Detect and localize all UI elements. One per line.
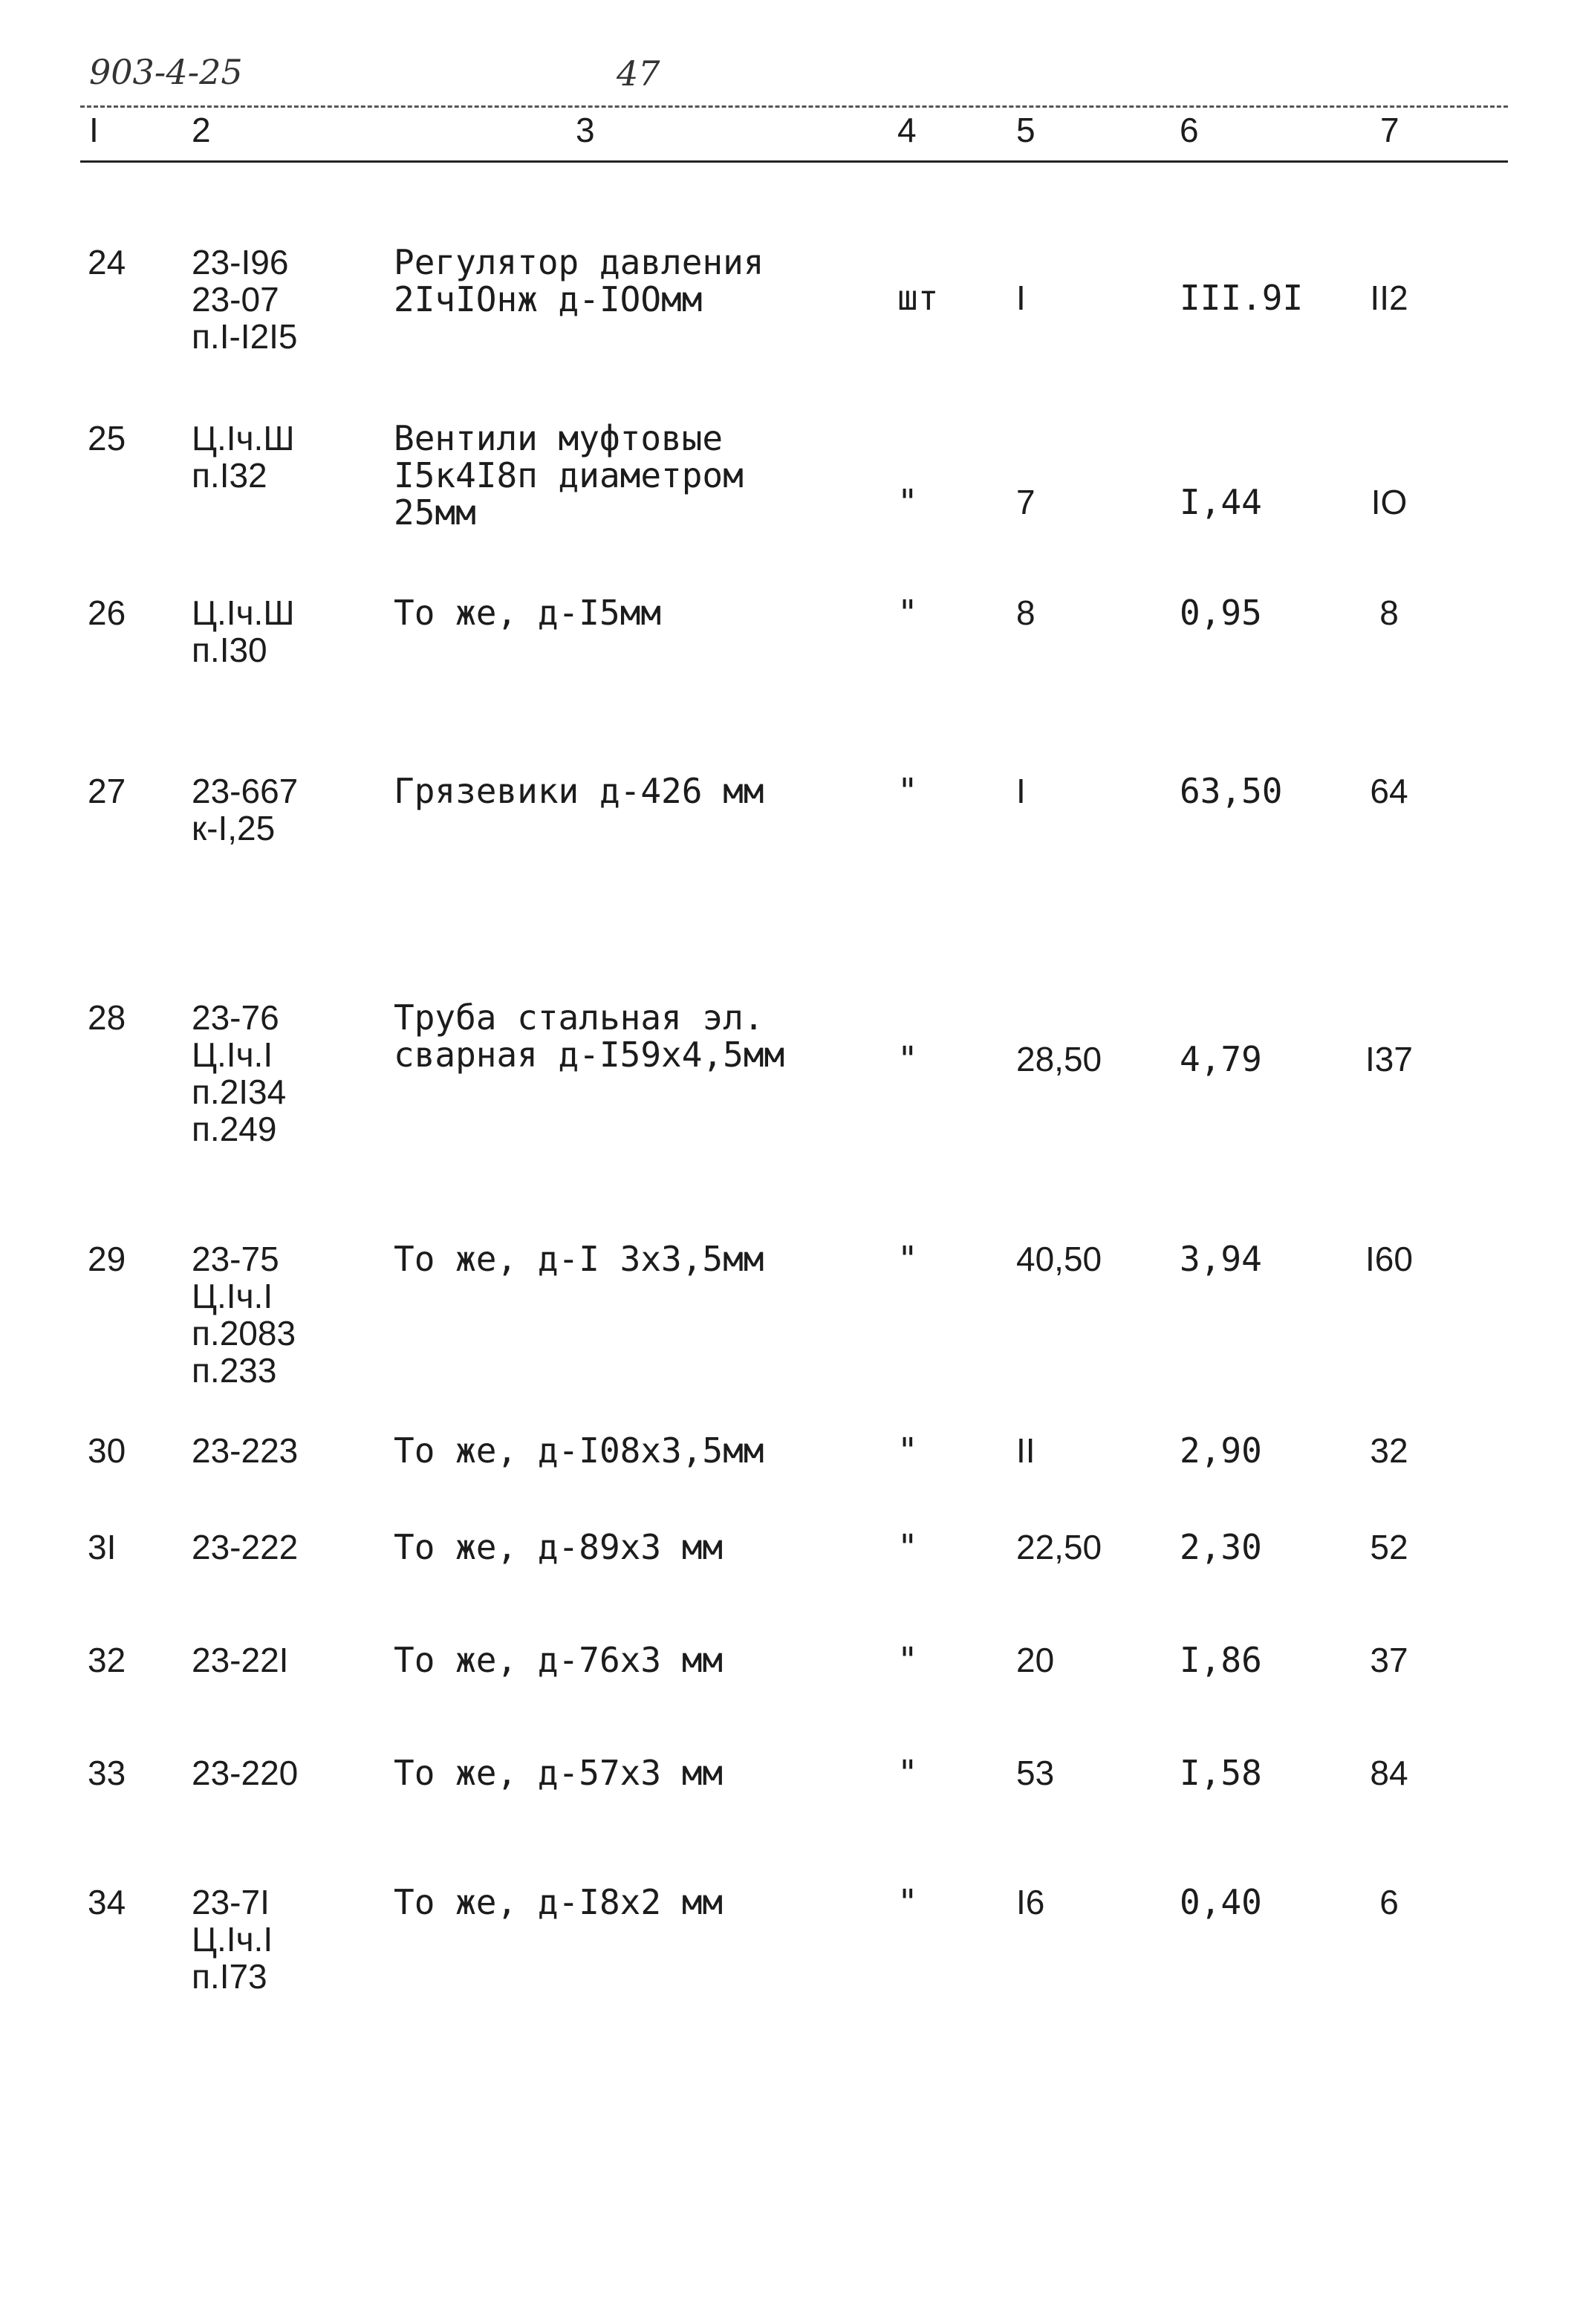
header-col-6: 6 xyxy=(1180,111,1199,149)
price-code: 23-22I xyxy=(192,1641,289,1679)
top-rule xyxy=(80,105,1508,108)
header-col-4: 4 xyxy=(897,111,917,149)
total: 84 xyxy=(1370,1754,1408,1792)
row-number: 34 xyxy=(88,1883,126,1921)
header-col-3: 3 xyxy=(576,111,595,149)
item-name: Вентили муфтовые I5к4I8п диаметром 25мм xyxy=(394,418,744,533)
unit-price: 2,90 xyxy=(1180,1430,1262,1471)
item-name: Труба стальная эл. сварная д-I59x4,5мм xyxy=(394,997,785,1075)
unit-price: I,86 xyxy=(1180,1640,1262,1680)
unit: " xyxy=(897,771,918,811)
unit: шт xyxy=(897,278,939,318)
quantity: I xyxy=(1016,772,1026,810)
row-number: 25 xyxy=(88,419,126,458)
page-number: 47 xyxy=(617,53,660,94)
item-name: Регулятор давления 2IчIOнж д-IOOмм xyxy=(394,242,764,319)
quantity: II xyxy=(1016,1431,1036,1470)
quantity: I6 xyxy=(1016,1883,1045,1921)
unit: " xyxy=(897,1753,918,1793)
total: 52 xyxy=(1370,1528,1408,1566)
row-number: 29 xyxy=(88,1240,126,1278)
total: 6 xyxy=(1379,1883,1399,1921)
unit: " xyxy=(897,593,918,633)
header-rule xyxy=(80,160,1508,163)
row-number: 33 xyxy=(88,1754,126,1792)
quantity: 40,50 xyxy=(1016,1240,1102,1278)
row-number: 30 xyxy=(88,1431,126,1470)
header-col-7: 7 xyxy=(1380,111,1399,149)
unit: " xyxy=(897,482,918,522)
unit: " xyxy=(897,1527,918,1567)
unit-price: I,58 xyxy=(1180,1753,1262,1793)
item-name: То же, д-I08x3,5мм xyxy=(394,1430,764,1471)
price-code: 23-I96 23-07 п.I-I2I5 xyxy=(192,243,298,356)
price-code: Ц.Iч.Ш п.I32 xyxy=(192,419,295,495)
unit-price: 4,79 xyxy=(1180,1039,1262,1079)
total: II2 xyxy=(1370,279,1408,317)
total: I37 xyxy=(1365,1040,1413,1078)
row-number: 26 xyxy=(88,593,126,632)
quantity: 53 xyxy=(1016,1754,1055,1792)
quantity: 8 xyxy=(1016,593,1036,632)
row-number: 3I xyxy=(88,1528,117,1566)
unit: " xyxy=(897,1640,918,1680)
unit-price: 63,50 xyxy=(1180,771,1283,811)
price-code: 23-75 Ц.Iч.I п.2083 п.233 xyxy=(192,1240,296,1390)
document-code: 903-4-25 xyxy=(89,52,243,92)
header-col-1: I xyxy=(89,111,99,149)
quantity: I xyxy=(1016,279,1026,317)
unit: " xyxy=(897,1882,918,1922)
total: 37 xyxy=(1370,1641,1408,1679)
row-number: 24 xyxy=(88,243,126,281)
item-name: То же, д-I5мм xyxy=(394,593,662,633)
item-name: То же, д-76x3 мм xyxy=(394,1640,724,1680)
item-name: То же, д-89x3 мм xyxy=(394,1527,724,1567)
item-name: То же, д-I8x2 мм xyxy=(394,1882,724,1922)
unit-price: 0,40 xyxy=(1180,1882,1262,1922)
quantity: 20 xyxy=(1016,1641,1055,1679)
item-name: То же, д-57x3 мм xyxy=(394,1753,724,1793)
total: 32 xyxy=(1370,1431,1408,1470)
quantity: 28,50 xyxy=(1016,1040,1102,1078)
price-code: 23-223 xyxy=(192,1431,299,1470)
row-number: 28 xyxy=(88,998,126,1037)
price-code: 23-76 Ц.Iч.I п.2I34 п.249 xyxy=(192,998,287,1148)
unit-price: 2,30 xyxy=(1180,1527,1262,1567)
price-code: 23-220 xyxy=(192,1754,299,1792)
total: 64 xyxy=(1370,772,1408,810)
unit: " xyxy=(897,1239,918,1279)
row-number: 32 xyxy=(88,1641,126,1679)
unit-price: III.9I xyxy=(1180,278,1304,318)
row-number: 27 xyxy=(88,772,126,810)
price-code: 23-667 к-I,25 xyxy=(192,772,299,847)
price-code: 23-222 xyxy=(192,1528,299,1566)
quantity: 7 xyxy=(1016,483,1036,521)
unit: " xyxy=(897,1430,918,1471)
item-name: То же, д-I 3x3,5мм xyxy=(394,1239,764,1279)
unit: " xyxy=(897,1039,918,1079)
unit-price: I,44 xyxy=(1180,482,1262,522)
total: IO xyxy=(1371,483,1408,521)
price-code: Ц.Iч.Ш п.I30 xyxy=(192,593,295,669)
item-name: Грязевики д-426 мм xyxy=(394,771,764,811)
unit-price: 3,94 xyxy=(1180,1239,1262,1279)
price-code: 23-7I Ц.Iч.I п.I73 xyxy=(192,1883,273,1996)
total: I60 xyxy=(1365,1240,1413,1278)
unit-price: 0,95 xyxy=(1180,593,1262,633)
total: 8 xyxy=(1379,593,1399,632)
header-col-5: 5 xyxy=(1016,111,1036,149)
quantity: 22,50 xyxy=(1016,1528,1102,1566)
header-col-2: 2 xyxy=(192,111,211,149)
